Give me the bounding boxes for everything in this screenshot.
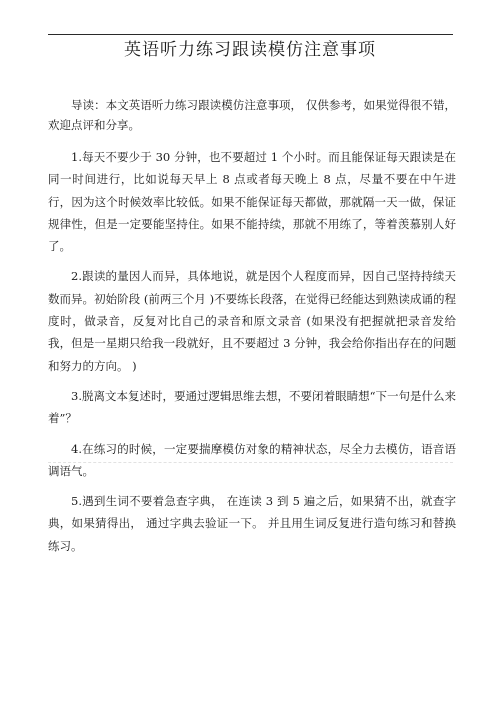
intro-paragraph: 导读：本文英语听力练习跟读模仿注意事项， 仅供参考，如果觉得很不错，欢迎点评和分享。 (48, 98, 456, 132)
paragraph-1: 1.每天不要少于 30 分钟，也不要超过 1 个小时。而且能保证每天跟读是在同一时间进行，比如说每天早上 8 点或者每天晚上 8 点，尽量不要在中午进行，因为这个时候效率比较低。如果不能保证每天都做，那就隔一天一做，保证规律性，但是一定要能坚持住。如果不能持续，那就不用练了，等着羡慕别人好了。 (48, 150, 456, 254)
page-title: 英语听力练习跟读模仿注意事项 (124, 40, 376, 60)
paragraph-3: 3.脱离文本复述时，要通过逻辑思维去想，不要闭着眼睛想“下一句是什么来着”？ (48, 388, 456, 426)
header-rule (48, 34, 453, 35)
paragraph-2: 2.跟读的量因人而异，具体地说，就是因个人程度而异，因自己坚持持续天数而异。初始阶段 (前两三个月 )不要练长段落，在觉得已经能达到熟读成诵的程度时，做录音，反复对比自己的录音和原文录音 (如果没有把握就把录音发给我，但是一星期只给我一段就好，且不要超过 3 分钟，我会给你指出存在的问题和努力的方向。 ) (48, 269, 456, 373)
paragraph-5: 5.遇到生词不要着急查字典， 在连读 3 到 5 遍之后，如果猜不出，就查字典，如果猜得出， 通过字典去验证一下。 并且用生词反复进行造句练习和替换练习。 (48, 494, 456, 553)
page-divider (48, 462, 453, 463)
paragraph-4: 4.在练习的时候，一定要揣摩模仿对象的精神状态，尽全力去模仿，语音语调语气。 (48, 441, 456, 478)
document-body (48, 146, 456, 565)
